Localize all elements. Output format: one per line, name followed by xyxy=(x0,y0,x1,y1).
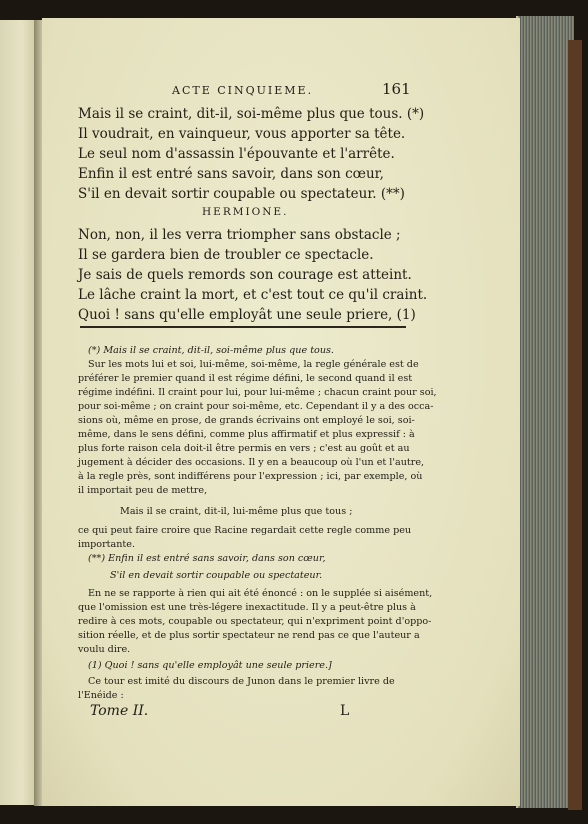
verse-line: Le lâche craint la mort, et c'est tout ce qu'il craint. xyxy=(78,287,428,303)
note-quote: (**) Enfin il est entré sans savoir, dans son cœur, xyxy=(88,553,326,564)
footnote-rule xyxy=(80,326,406,328)
verse-line: Enfin il est entré sans savoir, dans son cœur, xyxy=(78,166,384,182)
note-line: sition réelle, et de plus sortir spectateur ne rend pas ce que l'auteur a xyxy=(78,630,420,641)
note-line: l'Enéide : xyxy=(78,690,124,701)
verse-line: Il se gardera bien de troubler ce spectacle. xyxy=(78,247,374,263)
verse-line: S'il en devait sortir coupable ou spectateur. (**) xyxy=(78,186,405,202)
note-line: ce qui peut faire croire que Racine regardait cette regle comme peu xyxy=(78,525,412,536)
verse-line: Il voudrait, en vainqueur, vous apporter sa tête. xyxy=(78,126,406,142)
note-line: sions où, même en prose, de grands écrivains ont employé le soi, soi- xyxy=(78,415,415,426)
verse-line: Je sais de quels remords son courage est atteint. xyxy=(78,267,412,283)
note-line: jugement à décider des occasions. Il y en a beaucoup où l'un et l'autre, xyxy=(78,457,425,468)
note-line: pour soi-même ; on craint pour soi-même, etc. Cependant il y a des occa- xyxy=(78,401,434,412)
book-cover xyxy=(568,40,582,810)
verse-line: Le seul nom d'assassin l'épouvante et l'arrête. xyxy=(78,146,395,162)
speaker-name: HERMIONE. xyxy=(202,206,289,218)
note-line: Sur les mots lui et soi, lui-même, soi-même, la regle générale est de xyxy=(88,359,419,370)
note-quote: S'il en devait sortir coupable ou spectateur. xyxy=(110,570,323,581)
gathering-signature: L xyxy=(340,703,350,719)
note-line: importante. xyxy=(78,539,136,550)
note-line: préférer le premier quand il est régime défini, le second quand il est xyxy=(78,373,413,384)
note-line: à la regle près, sont indifférens pour l'expression ; ici, par exemple, où xyxy=(78,471,423,482)
note-quote: (1) Quoi ! sans qu'elle employât une seule priere.] xyxy=(88,660,332,671)
note-quote: Mais il se craint, dit-il, lui-même plus que tous ; xyxy=(120,506,353,517)
note-line: En ne se rapporte à rien qui ait été énoncé : on le supplée si aisément, xyxy=(88,588,433,599)
verse-line: Quoi ! sans qu'elle employât une seule priere, (1) xyxy=(78,307,416,323)
note-line: Ce tour est imité du discours de Junon dans le premier livre de xyxy=(88,676,395,687)
note-line: voulu dire. xyxy=(78,644,131,655)
running-title: ACTE CINQUIEME. xyxy=(172,84,314,97)
volume-signature: Tome II. xyxy=(90,703,149,719)
verse-line: Non, non, il les verra triompher sans obstacle ; xyxy=(78,227,401,243)
note-quote: (*) Mais il se craint, dit-il, soi-même plus que tous. xyxy=(88,345,334,356)
note-line: il importait peu de mettre, xyxy=(78,485,208,496)
note-line: régime indéfini. Il craint pour lui, pour lui-même ; chacun craint pour soi, xyxy=(78,387,437,398)
verse-line: Mais il se craint, dit-il, soi-même plus que tous. (*) xyxy=(78,106,425,122)
note-line: plus forte raison cela doit-il être permis en vers ; c'est au goût et au xyxy=(78,443,410,454)
note-line: redire à ces mots, coupable ou spectateur, qui n'expriment point d'oppo- xyxy=(78,616,432,627)
page-number: 161 xyxy=(382,80,411,98)
note-line: même, dans le sens défini, comme plus affirmatif et plus expressif : à xyxy=(78,429,415,440)
note-line: que l'omission est une très-légere inexactitude. Il y a peut-être plus à xyxy=(78,602,416,613)
facing-page-edge xyxy=(0,20,37,805)
page-block-edge xyxy=(516,16,574,808)
